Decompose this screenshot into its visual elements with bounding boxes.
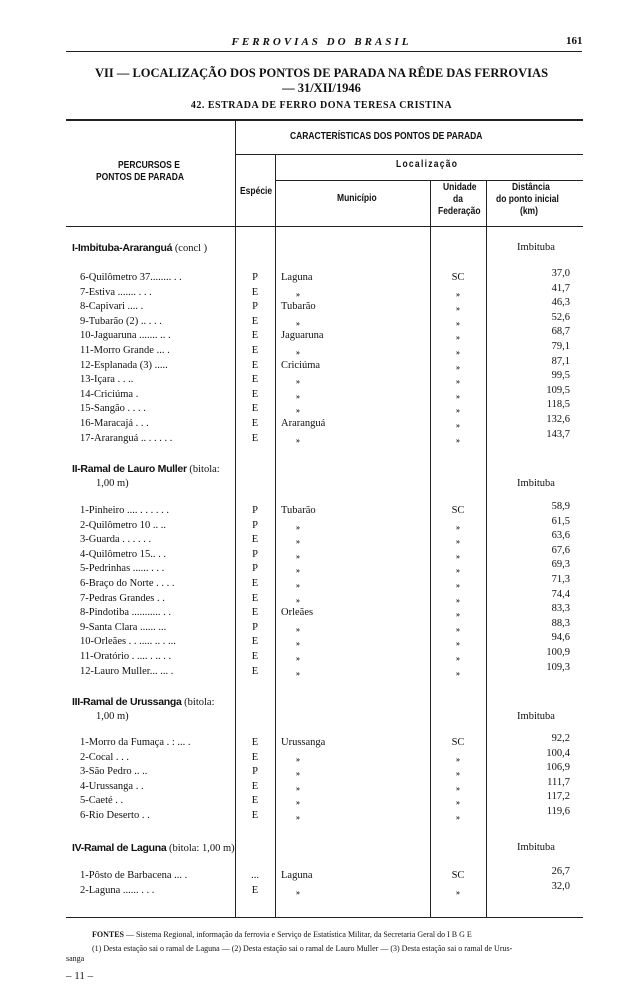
stop-especie: P: [252, 621, 258, 633]
section-origin: Imbituba: [517, 711, 555, 722]
stop-name: 17-Araranguá .. . . . . .: [80, 432, 173, 444]
section-extra: (concl ): [174, 243, 208, 254]
stop-uf: »: [456, 798, 460, 808]
stop-municipio: »: [296, 391, 300, 401]
stop-uf: »: [456, 318, 460, 328]
stop-municipio: »: [296, 798, 300, 808]
stop-distance: 69,3: [551, 559, 570, 571]
stop-uf: »: [456, 668, 460, 678]
header-bottom-rule: [66, 226, 583, 227]
stop-uf: »: [456, 435, 460, 445]
col-divider-4: [486, 180, 487, 917]
stop-especie: E: [251, 578, 259, 589]
stop-uf: »: [456, 348, 460, 357]
stop-municipio: Jaguaruna: [281, 330, 324, 342]
header-localizacao: Localização: [396, 159, 459, 170]
stop-distance: 63,6: [551, 530, 570, 542]
header-percursos-2: PONTOS DE PARADA: [96, 172, 185, 183]
running-title: FERROVIAS DO BRASIL: [231, 36, 412, 48]
stop-uf: »: [456, 813, 460, 822]
stop-distance: 67,6: [551, 544, 570, 556]
stop-uf: »: [456, 333, 460, 343]
stop-uf: »: [456, 654, 460, 663]
stop-especie: E: [251, 359, 259, 371]
stop-name: 2-Laguna ...... . . .: [80, 884, 155, 896]
stop-especie: E: [251, 810, 259, 821]
stop-name: 3-São Pedro .. ..: [80, 766, 148, 778]
header-percursos-1: PERCURSOS E: [118, 160, 180, 171]
stop-name: 4-Urussanga . .: [80, 780, 144, 792]
stop-name: 6-Braço do Norte . . . .: [80, 578, 175, 589]
page-title: VII — LOCALIZAÇÃO DOS PONTOS DE PARADA NA RÊDE DAS FERROVIAS: [94, 66, 549, 80]
stop-name: 11-Morro Grande ... .: [80, 345, 170, 356]
page-title-date: — 31/XII/1946: [282, 81, 361, 95]
header-rule-2: [275, 180, 583, 181]
stop-distance: 26,7: [551, 866, 570, 877]
stop-municipio: »: [296, 435, 300, 445]
section-extra-line2: 1,00 m): [96, 478, 129, 489]
stop-distance: 46,3: [551, 297, 570, 309]
stop-name: 6-Quilômetro 37........ . .: [80, 272, 182, 283]
stop-distance: 52,6: [551, 311, 570, 323]
stop-especie: P: [252, 301, 258, 313]
stop-especie: E: [251, 607, 259, 619]
table-top-rule: [66, 119, 583, 121]
section-extra: (bitola:: [189, 464, 220, 475]
stop-municipio: Urussanga: [281, 737, 326, 748]
stop-especie: E: [251, 592, 259, 604]
stop-distance: 106,9: [546, 762, 570, 774]
stop-municipio: Orleães: [281, 607, 314, 619]
header-distancia-1: Distância: [512, 182, 550, 193]
stop-uf: »: [456, 406, 460, 416]
section-name: I-Imbituba-Araranguá: [72, 242, 173, 254]
stop-municipio: »: [296, 887, 300, 897]
stop-especie: E: [251, 418, 259, 429]
footnote-line-1: (1) Desta estação sai o ramal de Laguna — (2) Desta estação sai o ramal de Lauro Muller — (3) Desta estação sai o ramal de Urus-: [92, 944, 513, 953]
stop-name: 9-Tubarão (2) .. . . .: [80, 315, 162, 327]
stop-especie: E: [251, 432, 259, 444]
railway-subtitle: 42. ESTRADA DE FERRO DONA TERESA CRISTINA: [190, 100, 453, 111]
stop-distance: 87,1: [551, 355, 570, 367]
stop-name: 3-Guarda . . . . . .: [80, 534, 152, 546]
stop-name: 10-Jaguaruna ....... .. .: [80, 330, 171, 342]
stop-municipio: Tubarão: [281, 301, 316, 313]
stop-name: 10-Orleães . . ..... .. . ...: [80, 636, 176, 648]
stop-especie: P: [252, 519, 258, 531]
stop-especie: E: [251, 651, 259, 662]
stop-name: 5-Pedrinhas ...... . . .: [80, 563, 165, 575]
sources-note: [92, 930, 472, 939]
stop-name: 16-Maracajá . . .: [80, 418, 149, 429]
stop-uf: »: [456, 304, 460, 314]
stop-municipio: Tubarão: [281, 505, 316, 516]
stop-distance: 117,2: [546, 791, 570, 803]
stop-distance: 92,2: [551, 733, 570, 744]
header-caracteristicas: CARACTERÍSTICAS DOS PONTOS DE PARADA: [290, 131, 483, 142]
stop-uf: »: [456, 783, 460, 793]
stop-name: 1-Pôsto de Barbacena ... .: [80, 870, 188, 881]
stop-distance: 41,7: [551, 282, 570, 294]
stop-municipio: »: [296, 769, 300, 779]
stop-name: 8-Pindotiba ........... . .: [80, 607, 171, 619]
stop-municipio: »: [296, 348, 300, 357]
stop-name: 1-Pinheiro .... . . . . . .: [80, 505, 169, 516]
stop-distance: 79,1: [551, 341, 570, 352]
stop-distance: 119,6: [546, 806, 570, 817]
stop-especie: E: [251, 388, 259, 400]
stop-municipio: »: [296, 406, 300, 416]
stop-uf: »: [456, 769, 460, 779]
stop-especie: E: [251, 330, 259, 342]
stop-name: 8-Capivari .... .: [80, 301, 144, 313]
section-origin: Imbituba: [517, 242, 555, 253]
stop-name: 7-Estiva ....... . . .: [80, 286, 152, 298]
col-divider-2: [275, 154, 276, 917]
stop-uf: »: [456, 391, 460, 401]
stop-especie: E: [251, 374, 259, 386]
stop-name: 1-Morro da Fumaça . : ... .: [80, 737, 191, 748]
stop-uf: »: [456, 537, 460, 547]
stop-name: 11-Oratório . .... . .. . .: [80, 651, 172, 662]
stop-distance: 83,3: [551, 603, 570, 615]
stop-municipio: »: [296, 624, 300, 634]
stop-municipio: »: [296, 522, 300, 532]
stop-uf: SC: [451, 870, 465, 881]
stop-distance: 37,0: [551, 268, 570, 279]
header-unidade-1: Unidade: [443, 182, 477, 193]
stop-name: 4-Quilômetro 15.. . .: [80, 548, 167, 560]
stop-municipio: »: [296, 581, 300, 590]
stop-municipio: »: [296, 754, 300, 764]
stop-distance: 58,9: [551, 501, 570, 512]
header-unidade-2: da: [453, 194, 463, 205]
stop-municipio: Laguna: [281, 870, 313, 881]
section-origin: Imbituba: [517, 478, 555, 489]
stop-name: 13-Içara . . ..: [80, 374, 134, 386]
stop-municipio: »: [296, 654, 300, 663]
section-extra-line2: 1,00 m): [96, 711, 129, 722]
stop-uf: »: [456, 289, 460, 299]
stop-municipio: Araranguá: [281, 418, 326, 429]
stop-uf: »: [456, 754, 460, 764]
stop-especie: E: [251, 636, 259, 648]
stop-especie: P: [252, 548, 258, 560]
footnote-line-2: sanga: [66, 954, 85, 963]
stop-distance: 100,4: [546, 747, 570, 759]
stop-uf: »: [456, 610, 460, 620]
stop-especie: E: [251, 751, 259, 763]
section-name: II-Ramal de Lauro Muller: [72, 463, 187, 475]
stop-name: 6-Rio Deserto . .: [80, 810, 150, 821]
stop-distance: 109,3: [546, 661, 570, 673]
header-rule: [66, 51, 582, 52]
stop-distance: 118,5: [546, 399, 570, 411]
stop-uf: SC: [451, 272, 465, 283]
stop-distance: 32,0: [551, 880, 570, 892]
sources-label: FONTES: [92, 930, 125, 939]
stop-distance: 94,6: [551, 632, 570, 644]
stop-name: 12-Lauro Muller... ... .: [80, 665, 174, 677]
stop-municipio: Laguna: [281, 272, 313, 283]
stop-especie: E: [251, 665, 259, 677]
sources-text: — Sistema Regional, informação da ferrovia e Serviço de Estatística Militar, da Secretaria Geral do I B G E: [126, 930, 472, 939]
stop-municipio: »: [296, 668, 300, 678]
stop-distance: 61,5: [551, 515, 570, 527]
section-extra: (bitola:: [184, 697, 215, 708]
stop-municipio: »: [296, 639, 300, 649]
stop-distance: 68,7: [551, 326, 570, 338]
section-name: III-Ramal de Urussanga: [72, 696, 182, 708]
stop-uf: »: [456, 566, 460, 576]
stop-uf: »: [456, 639, 460, 649]
stop-distance: 109,5: [546, 384, 570, 396]
stop-especie: P: [252, 505, 258, 516]
stop-name: 12-Esplanada (3) .....: [80, 359, 168, 371]
stop-uf: »: [456, 362, 460, 372]
stop-especie: P: [252, 766, 258, 778]
section-heading: [72, 696, 214, 708]
stop-uf: SC: [451, 505, 465, 516]
stop-uf: »: [456, 522, 460, 532]
section-extra: (bitola: 1,00 m): [169, 843, 235, 854]
stop-distance: 88,3: [551, 617, 570, 629]
stop-municipio: »: [296, 595, 300, 605]
stop-municipio: »: [296, 783, 300, 793]
section-origin: Imbituba: [517, 842, 555, 853]
stop-uf: »: [456, 624, 460, 634]
stop-uf: »: [456, 887, 460, 897]
section-heading: [72, 463, 220, 475]
stop-especie: E: [251, 286, 259, 298]
stop-name: 14-Criciúma .: [80, 388, 139, 400]
stop-uf: »: [456, 595, 460, 605]
page-number: 161: [566, 35, 583, 47]
header-rule-1: [235, 154, 583, 155]
stop-distance: 132,6: [546, 414, 570, 425]
stop-name: 2-Cocal . . .: [80, 751, 129, 763]
header-unidade-3: Federação: [438, 206, 481, 217]
header-especie: Espécie: [240, 186, 273, 197]
section-heading: [72, 242, 207, 254]
stop-especie: E: [251, 534, 259, 546]
stop-especie: E: [251, 884, 259, 896]
stop-uf: SC: [451, 737, 465, 748]
stop-name: 15-Sangão . . . .: [80, 403, 146, 415]
stop-especie: E: [251, 795, 259, 807]
stop-municipio: »: [296, 377, 300, 387]
stop-distance: 74,4: [551, 588, 570, 600]
stop-name: 5-Caeté . .: [80, 795, 124, 807]
stop-especie: P: [252, 563, 258, 575]
stop-municipio: »: [296, 318, 300, 328]
stop-municipio: »: [296, 289, 300, 299]
header-distancia-2: do ponto inicial: [496, 194, 559, 205]
stop-especie: E: [251, 780, 259, 792]
stop-especie: ...: [251, 870, 259, 881]
header-municipio: Município: [337, 193, 377, 204]
table-bottom-rule: [66, 917, 583, 918]
stop-distance: 100,9: [546, 647, 570, 658]
stop-name: 7-Pedras Grandes . .: [80, 592, 165, 604]
stop-uf: »: [456, 551, 460, 561]
stop-municipio: »: [296, 566, 300, 576]
stop-name: 9-Santa Clara ...... ...: [80, 621, 167, 633]
stop-uf: »: [456, 421, 460, 430]
stop-municipio: »: [296, 813, 300, 822]
stop-distance: 111,7: [547, 776, 570, 788]
header-distancia-3: (km): [520, 206, 538, 217]
stop-uf: »: [456, 377, 460, 387]
stop-especie: E: [251, 737, 259, 748]
section-name: IV-Ramal de Laguna: [72, 842, 167, 854]
stop-municipio: »: [296, 551, 300, 561]
stop-especie: E: [251, 315, 259, 327]
section-heading: [72, 842, 235, 854]
stop-municipio: Criciúma: [281, 359, 321, 371]
stop-especie: E: [251, 403, 259, 415]
stop-distance: 143,7: [546, 428, 570, 440]
page-footer: – 11 –: [66, 970, 94, 982]
stop-especie: E: [251, 345, 259, 356]
stop-distance: 99,5: [551, 370, 570, 382]
stop-municipio: »: [296, 537, 300, 547]
stop-uf: »: [456, 581, 460, 590]
stop-especie: P: [252, 272, 258, 283]
stop-distance: 71,3: [551, 574, 570, 585]
stop-name: 2-Quilômetro 10 .. ..: [80, 519, 167, 531]
